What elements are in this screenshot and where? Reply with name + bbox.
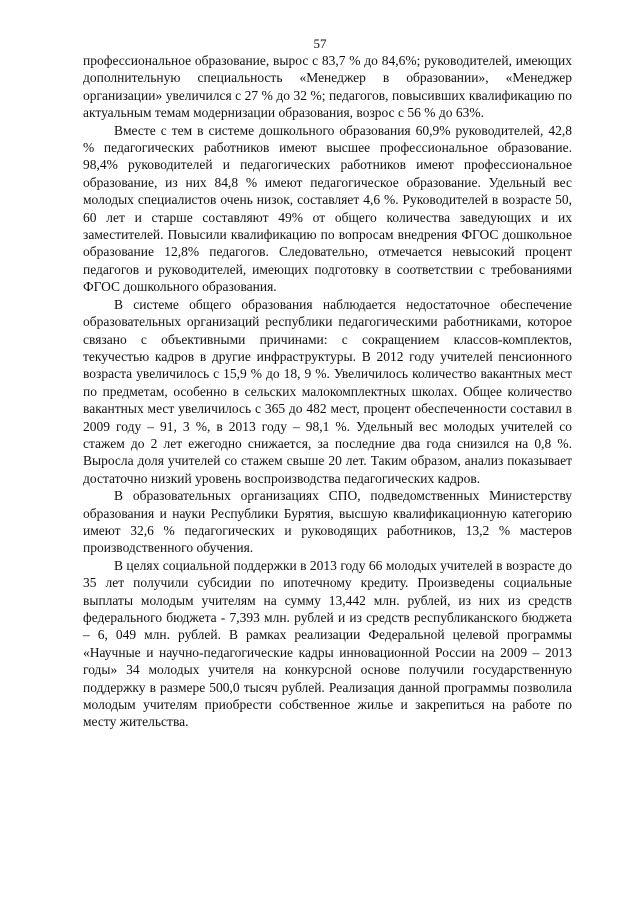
body-text <box>83 52 572 731</box>
paragraph-vocational-education: В образовательных организациях СПО, подведомственных Министерству образования и науки Республики Бурятия, высшую квалификационную категорию имеют 32,6 % педагогических и руководящих работников, 13,2 % мастеров производственного обучения. <box>83 488 572 556</box>
page-number: 57 <box>313 36 327 51</box>
paragraph-social-support: В целях социальной поддержки в 2013 году 66 молодых учителей в возрасте до 35 лет получили субсидии по ипотечному кредиту. Произведены социальные выплаты молодым учителям на сумму 13,442 млн. рублей, из них из средств федерального бюджета - 7,393 млн. рублей и из средств республиканского бюджета – 6, 049 млн. рублей. В рамках реализации Федеральной целевой программы «Научные и научно-педагогические кадры инновационной России на 2009 – 2013 годы» 34 молодых учителя на конкурсной основе получили государственную поддержку в размере 500,0 тысяч рублей. Реализация данной программы позволила молодым учителям приобрести собственное жилье и закрепиться на работе по месту жительства. <box>83 557 572 730</box>
paragraph-preschool-education: Вместе с тем в системе дошкольного образования 60,9% руководителей, 42,8 % педагогических работников имеют высшее профессиональное образование. 98,4% руководителей и педагогических работников имеют профессиональное образование, из них 84,8 % имеют педагогическое образование. Удельный вес молодых специалистов очень низок, составляет 4,6 %. Руководителей в возрасте 50, 60 лет и старше составляют 49% от общего количества заведующих и их заместителей. Повысили квалификацию по вопросам внедрения ФГОС дошкольное образование 12,8% педагогов. Следовательно, отмечается невысокий процент педагогов и руководителей, имеющих подготовку в соответствии с требованиями ФГОС дошкольного образования. <box>83 122 572 295</box>
paragraph-qualification-growth: профессиональное образование, вырос с 83,7 % до 84,6%; руководителей, имеющих дополнительную специальность «Менеджер в образовании», «Менеджер организации» увеличился с 27 % до 32 %; педагогов, повысивших квалификацию по актуальным темам модернизации образования, возрос с 56 % до 63%. <box>83 53 572 121</box>
paragraph-general-education: В системе общего образования наблюдается недостаточное обеспечение образовательных организаций республики педагогическими работниками, которое связано с объективными причинами: с сокращением классов-комплектов, текучестью кадров в другие инфраструктуры. В 2012 году учителей пенсионного возраста увеличилось с 15,9 % до 18, 9 %. Увеличилось количество вакантных мест по предметам, особенно в сельских малокомплектных школах. Общее количество вакантных мест увеличилось с 365 до 482 мест, процент обеспеченности составил в 2009 году – 91, 3 %, в 2013 году – 98,1 %. Удельный вес молодых учителей со стажем до 2 лет ежегодно снижается, за последние два года снизился на 0,8 %. Выросла доля учителей со стажем свыше 20 лет. Таким образом, анализ показывает достаточно низкий уровень воспроизводства педагогических кадров. <box>83 296 572 486</box>
